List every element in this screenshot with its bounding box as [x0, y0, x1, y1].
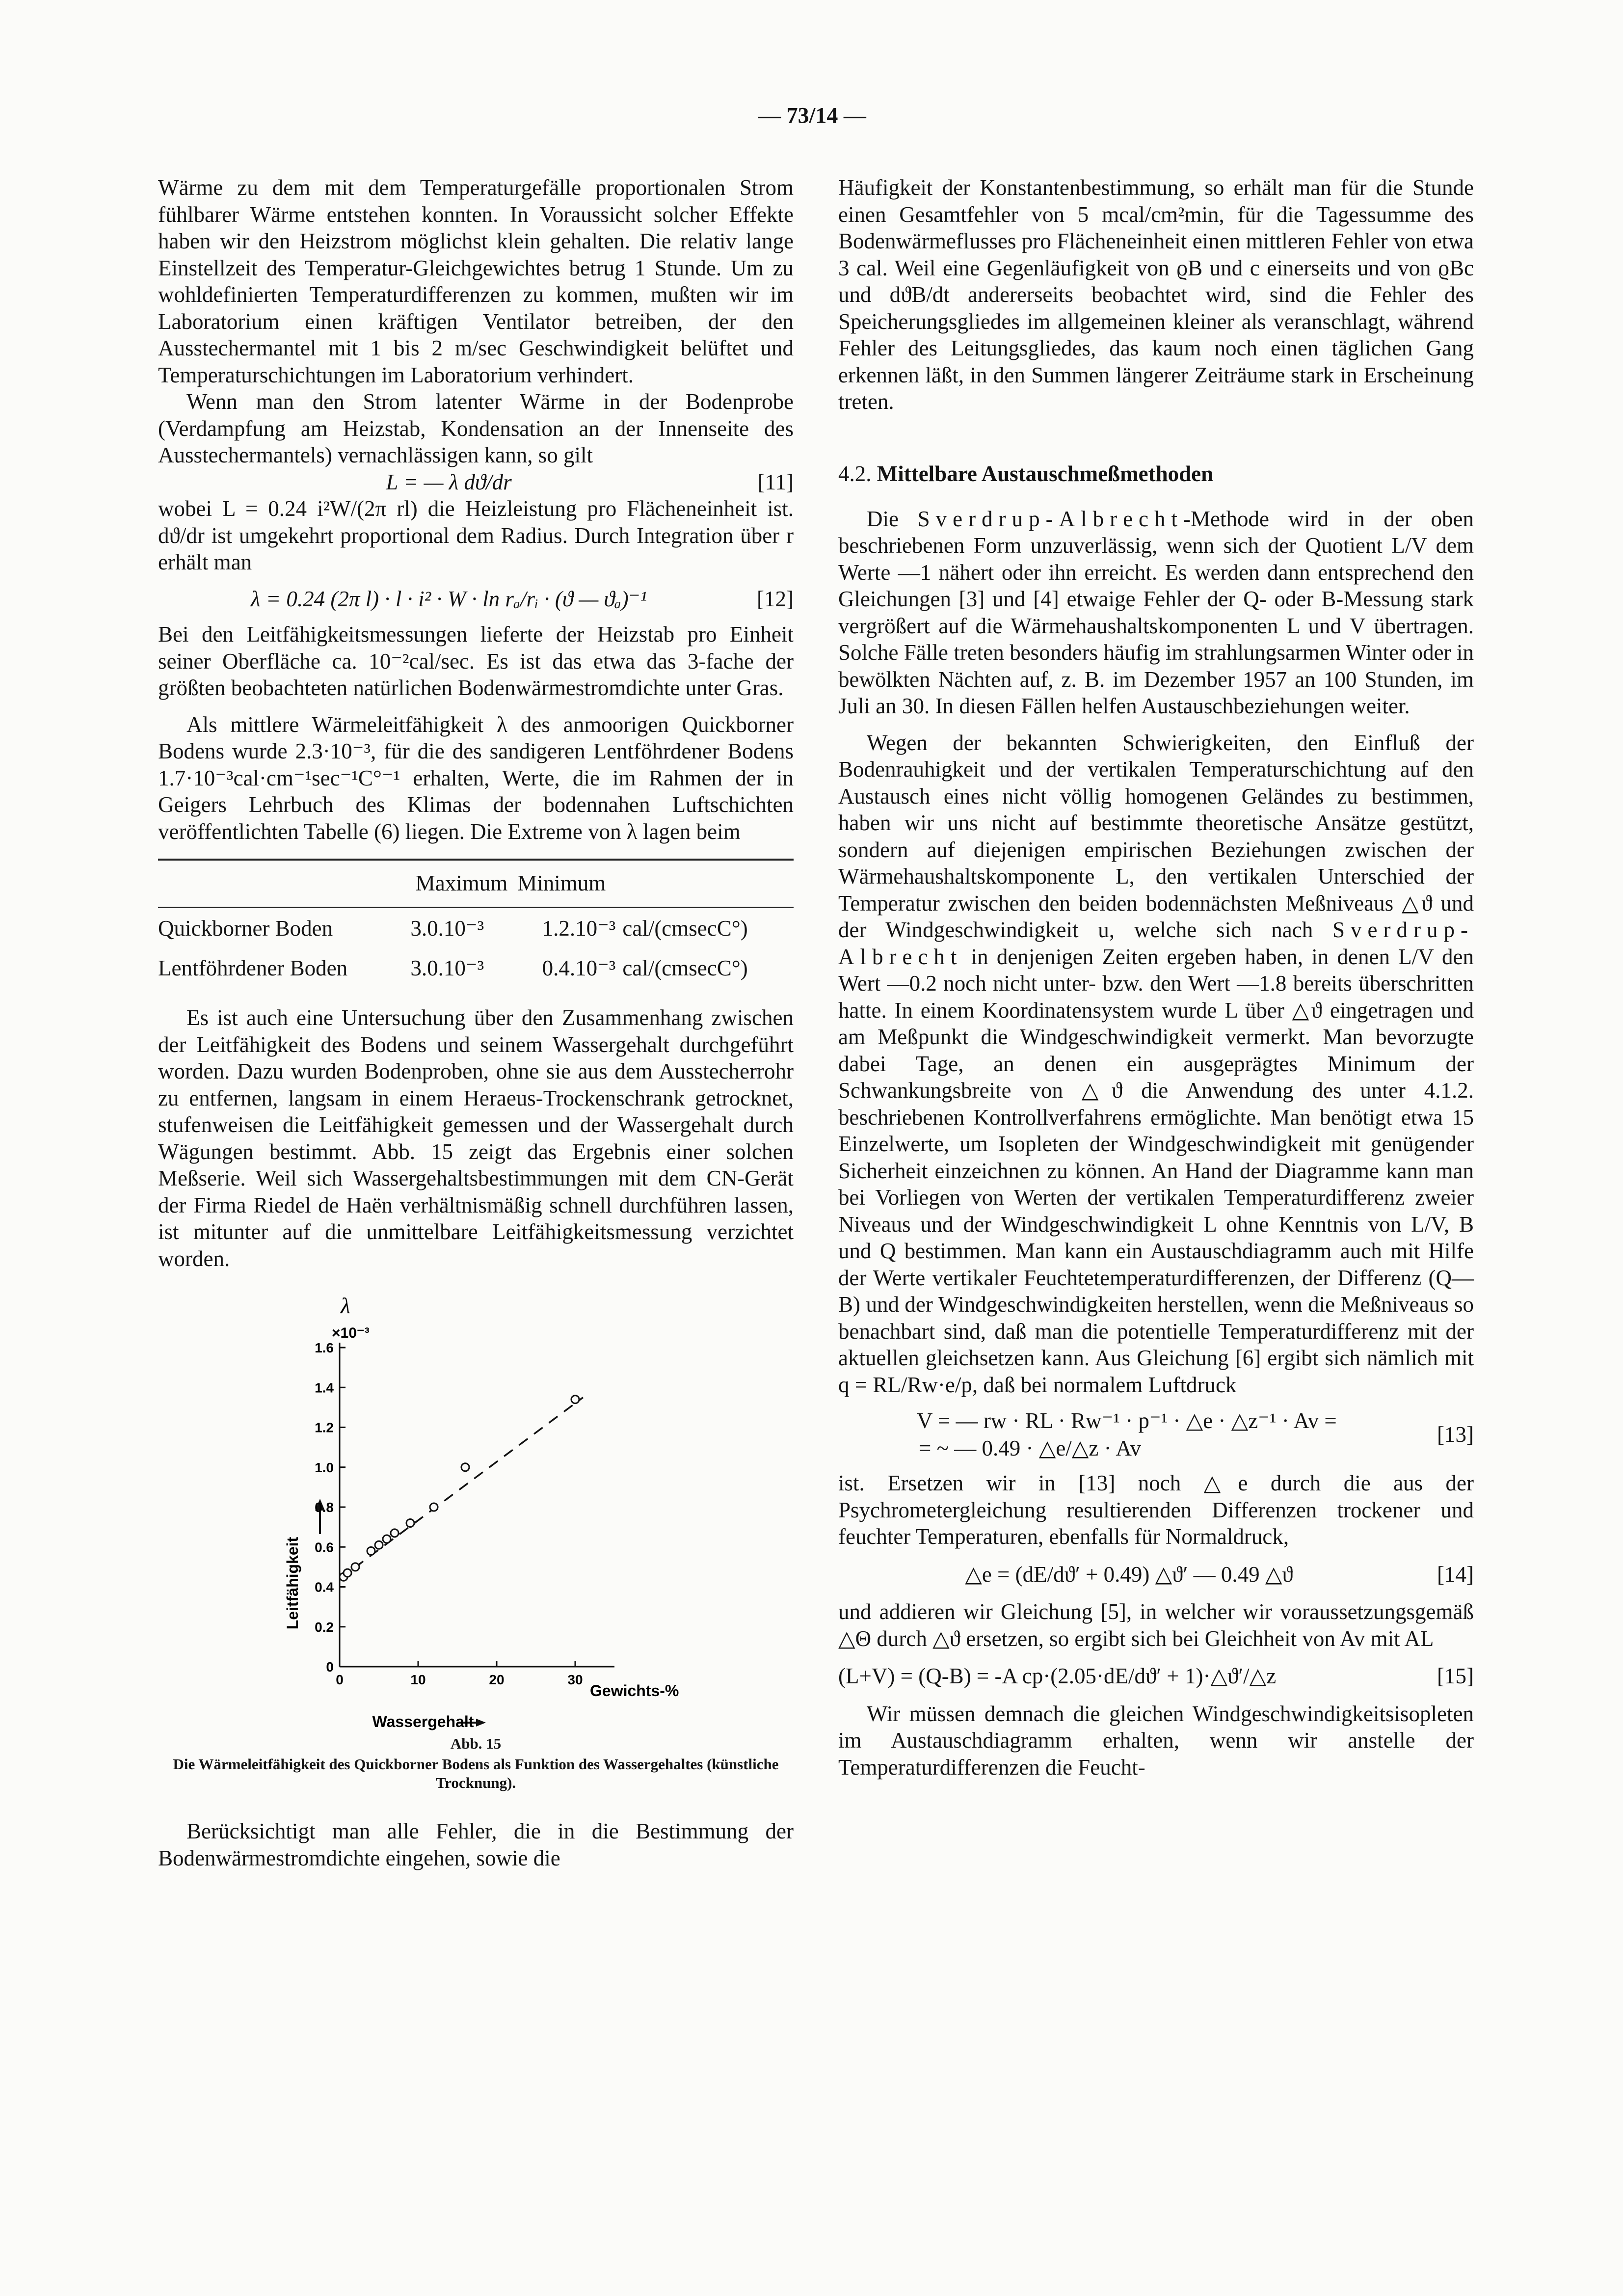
text-run: in denjenigen Zeiten ergeben haben, in denen L/V den Wert —0.2 noch nicht unter- bzw. den Wert —1.8 bereits überschritten hatte. In einem Koordinatensystem wurde L über △ϑ eingetragen und am Meßpunkt die Windgeschwindigkeit vermerkt. Man bevorzugte dabei Tage, an denen ein ausgeprägtes Minimum der Schwankungsbreite von △ϑ die Anwendung des unter 4.1.2. beschriebenen Kontrollverfahrens ermöglichte. Man benötigt etwa 15 Einzelwerte, um Isopleten der Windgeschwindigkeit mit genügender Sicherheit einzeichnen zu können. An Hand der Diagramme kann man bei Vorliegen von Werten der vertikalen Temperaturdifferenz zweier Niveaus und der Windgeschwindigkeit L ohne Kenntnis von L/V, B und Q bestimmen. Man kann ein Austauschdiagramm auch mit Hilfe der Werte vertikaler Feuchtetemperaturdifferenzen, der Differenz (Q—B) und der Windgeschwindigkeiten herstellen, wenn die Meßniveaus so benachbart sind, daß man die potentielle Temperaturdifferenz mit der aktuellen gleichsetzen kann. Aus Gleichung [6] ergibt sich nämlich mit q = RL/Rw·e/p, daß bei normalem Luftdruck: [838, 944, 1474, 1397]
table-cell: cal/(cmsecC°): [622, 955, 748, 980]
table-cell: 3.0.10⁻³: [410, 956, 484, 980]
data-point: [571, 1396, 579, 1404]
y-tick-label: 0.6: [315, 1540, 334, 1555]
x-tick-label: 20: [489, 1672, 505, 1687]
data-point: [383, 1535, 391, 1543]
paragraph: ist. Ersetzen wir in [13] noch △e durch die aus der Psychrometergleichung resultierenden Differenzen trockener und feuchter Temperaturen, ebenfalls für Normaldruck,: [838, 1471, 1474, 1549]
y-axis-unit: ×10⁻³: [332, 1325, 370, 1341]
equation-number: [14]: [1437, 1562, 1474, 1587]
table-header-row: [158, 860, 794, 908]
equation-line: V = — rw · RL · Rw⁻¹ · p⁻¹ · △e · △z⁻¹ · Av =: [917, 1408, 1337, 1433]
y-tick-label: 0.4: [315, 1579, 334, 1595]
table-cell: cal/(cmsecC°): [622, 916, 748, 941]
table-cell: Quickborner Boden: [158, 916, 333, 941]
data-point: [351, 1563, 359, 1571]
data-point: [367, 1547, 375, 1555]
paragraph: Häufigkeit der Konstantenbestimmung, so erhält man für die Stunde einen Gesamtfehler von 5 mcal/cm²min, für die Tagessumme des Bodenwärmeflusses pro Flächeneinheit einen mittleren Fehler von etwa 3 cal. Weil eine Gegenläufigkeit von ϱB und c einerseits und von ϱBc und dϑB/dt andererseits beobachtet wird, sind die Fehler des Speicherungsgliedes im allgemeinen kleiner als veranschlagt, während Fehler des Leitungsgliedes, das kaum noch einen täglichen Gang erkennen läßt, in den Summen längerer Zeiträume stark in Erscheinung treten.: [838, 175, 1474, 414]
paragraph: Bei den Leitfähigkeitsmessungen lieferte der Heizstab pro Einheit seiner Oberfläche ca. 10⁻²cal/sec. Es ist das etwa das 3-fache der größten beobachteten natürlichen Bodenwärmestromdichte unter Gras.: [158, 622, 794, 700]
x-axis-label: Wassergehalt: [372, 1713, 474, 1730]
section-number: 4.2.: [838, 461, 872, 486]
figure-caption-title: Abb. 15: [450, 1735, 502, 1752]
paragraph: und addieren wir Gleichung [5], in welcher wir voraussetzungsgemäß △Θ durch △ϑ ersetzen, so ergibt sich bei Gleichheit von Av mit AL: [838, 1599, 1474, 1651]
x-tick-label: 30: [567, 1672, 583, 1687]
y-axis-label: Leitfähigkeit: [284, 1537, 301, 1630]
right-column: [838, 174, 1474, 1781]
table-cell: 1.2.10⁻³: [542, 916, 616, 941]
table-header: Minimum: [517, 871, 606, 895]
y-axis-symbol: λ: [341, 1293, 350, 1318]
data-point: [344, 1569, 351, 1577]
text-run: -Methode wird in der oben beschriebenen Form unzuverlässig, wenn sich der Quotient L/V dem Werte —1 nähert oder ihn erreicht. Es werden dann entsprechend den Gleichungen [3] und [4] etwaige Fehler der Q- oder B-Messung stark vergrößert auf die Wärmehaushaltskomponenten L und V übertragen. Solche Fälle treten besonders häufig im strahlungsarmen Winter oder in bewölkten Nächten auf, z. B. im Dezember 1957 an 100 Stunden, im Juli an 30. In diesen Fällen helfen Austauschbeziehungen weiter.: [838, 506, 1474, 718]
data-point: [406, 1519, 414, 1527]
data-point: [391, 1529, 399, 1537]
table-row: [158, 908, 794, 948]
equation-body: △e = (dE/dϑ′ + 0.49) △ϑ′ — 0.49 △ϑ: [965, 1562, 1293, 1587]
equation-body: L = — λ dϑ/dr: [386, 469, 512, 494]
y-tick-label: 1.0: [315, 1459, 334, 1475]
y-tick-label: 0: [326, 1659, 334, 1675]
author-names: Sverdrup-Albrecht: [917, 506, 1184, 531]
equation-number: [13]: [1437, 1422, 1474, 1447]
table-header: [615, 860, 794, 908]
y-tick-label: 0.2: [315, 1619, 334, 1635]
trend-line: [340, 1398, 583, 1579]
x-tick-label: 0: [336, 1672, 344, 1687]
left-column: [158, 174, 794, 1871]
data-point: [375, 1541, 383, 1549]
paragraph: [838, 729, 1474, 1399]
paragraph: Berücksichtigt man alle Fehler, die in die Bestimmung der Bodenwärmestromdichte eingehen, sowie die: [158, 1819, 794, 1870]
text-run: Die: [867, 506, 918, 531]
paragraph: Wenn man den Strom latenter Wärme in der Bodenprobe (Verdampfung am Heizstab, Kondensation an der Innenseite des Ausstechermantels) vernachlässigen kann, so gilt: [158, 389, 794, 467]
equation-number: [11]: [757, 469, 794, 494]
table-cell: Lentföhrdener Boden: [158, 955, 348, 980]
page-number: — 73/14 —: [758, 103, 866, 128]
figure-15: [158, 1289, 794, 1794]
equation-body: [838, 1407, 1420, 1462]
table-header: [158, 860, 387, 908]
y-tick-label: 0.8: [315, 1500, 334, 1515]
x-axis-arrowhead: [476, 1719, 486, 1727]
paragraph: [838, 506, 1474, 720]
x-axis-unit: Gewichts-%: [590, 1682, 679, 1700]
table-cell: 0.4.10⁻³: [542, 956, 616, 980]
x-tick-label: 10: [410, 1672, 426, 1687]
y-tick-label: 1.4: [315, 1380, 334, 1396]
figure-caption: Die Wärmeleitfähigkeit des Quickborner Bodens als Funktion des Wassergehaltes (künstliche Trocknung).: [173, 1756, 779, 1791]
text-run: Wegen der bekannten Schwierigkeiten, den Einfluß der Bodenrauhigkeit und der vertikalen Temperaturschichtung auf den Austausch eines nicht völlig homogenen Geländes zu bestimmen, haben wir uns nicht auf bestimmte theoretische Ansätze gestützt, sondern auf diejenigen empirischen Beziehungen zwischen der Wärmehaushaltskomponente L, den vertikalen Unterschied der Temperatur zwischen den beiden bodennächsten Meßniveaus △ϑ und der Windgeschwindigkeit u, welche sich nach: [838, 730, 1474, 942]
section-title: Mittelbare Austauschmeßmethoden: [877, 461, 1214, 486]
paragraph: Als mittlere Wärmeleitfähigkeit λ des anmoorigen Quickborner Bodens wurde 2.3·10⁻³, für die des sandigeren Lentföhrdener Bodens 1.7·10⁻³cal·cm⁻¹sec⁻¹C°⁻¹ erhalten, Werte, die im Rahmen der in Geigers Lehrbuch des Klimas der bodennahen Luftschichten veröffentlichten Tabelle (6) liegen. Die Extreme von λ lagen beim: [158, 712, 794, 844]
table-header: Maximum: [415, 871, 508, 895]
data-point: [461, 1463, 469, 1471]
equation-11: [158, 469, 794, 496]
paragraph: Wir müssen demnach die gleichen Windgeschwindigkeitsisopleten im Austauschdiagramm erhalten, wenn wir anstelle der Temperaturdifferenzen die Feucht-: [838, 1701, 1474, 1780]
equation-number: [15]: [1437, 1664, 1474, 1688]
data-point: [430, 1503, 438, 1511]
equation-number: [12]: [757, 586, 794, 611]
equation-15: [838, 1663, 1474, 1690]
equation-13: [838, 1407, 1474, 1462]
author-names: Sverdrup-Albrecht: [838, 918, 1474, 969]
equation-body: λ = 0.24 (2π l) · l · i² · W · ln rₐ/rᵢ · (ϑ — ϑₐ)⁻¹: [251, 586, 647, 611]
paragraph: wobei L = 0.24 i²W/(2π rl) die Heizleistung pro Flächeneinheit ist. dϑ/dr ist umgekehrt proportional dem Radius. Durch Integration über r erhält man: [158, 496, 794, 574]
equation-14: [838, 1561, 1474, 1588]
section-heading: [838, 460, 1474, 487]
paragraph: Es ist auch eine Untersuchung über den Zusammenhang zwischen der Leitfähigkeit des Bodens und seinem Wassergehalt durchgeführt worden. Dazu wurden Bodenproben, ohne sie aus dem Ausstecherrohr zu entfernen, langsam in einem Heraeus-Trockenschrank getrocknet, stufenweisen die Leitfähigkeit gemessen und der Wassergehalt durch Wägungen bestimmt. Abb. 15 zeigt das Ergebnis einer solchen Meßserie. Weil sich Wassergehaltsbestimmungen mit dem CN-Gerät der Firma Riedel de Haën verhältnismäßig schnell durchführen lassen, ist mitunter auf die unmittelbare Leitfähigkeitsmessung verzichtet worden.: [158, 1005, 794, 1271]
conductivity-chart: [158, 1289, 794, 1730]
equation-12: [158, 586, 794, 613]
extremes-table: [158, 859, 794, 988]
table-cell: 3.0.10⁻³: [410, 916, 484, 941]
equation-body: (L+V) = (Q-B) = -A cp·(2.05·dE/dϑ′ + 1)·△ϑ′/△z: [838, 1664, 1277, 1688]
y-tick-label: 1.2: [315, 1420, 334, 1435]
equation-line: = ~ — 0.49 · △e/△z · Av: [919, 1436, 1142, 1460]
y-tick-label: 1.6: [315, 1340, 334, 1355]
table-row: [158, 948, 794, 988]
paragraph: Wärme zu dem mit dem Temperaturgefälle proportionalen Strom fühlbarer Wärme entstehen konnten. In Voraussicht solcher Effekte haben wir den Heizstrom möglichst klein gehalten. Die relativ lange Einstellzeit des Temperatur-Gleichgewichtes betrug 1 Stunde. Um zu wohldefinierten Temperaturdifferenzen zu kommen, mußten wir im Laboratorium einen kräftigen Ventilator betreiben, der den Ausstechermantel mit 1 bis 2 m/sec Geschwindigkeit belüftet und Temperaturschichtungen im Laboratorium verhindert.: [158, 175, 794, 387]
